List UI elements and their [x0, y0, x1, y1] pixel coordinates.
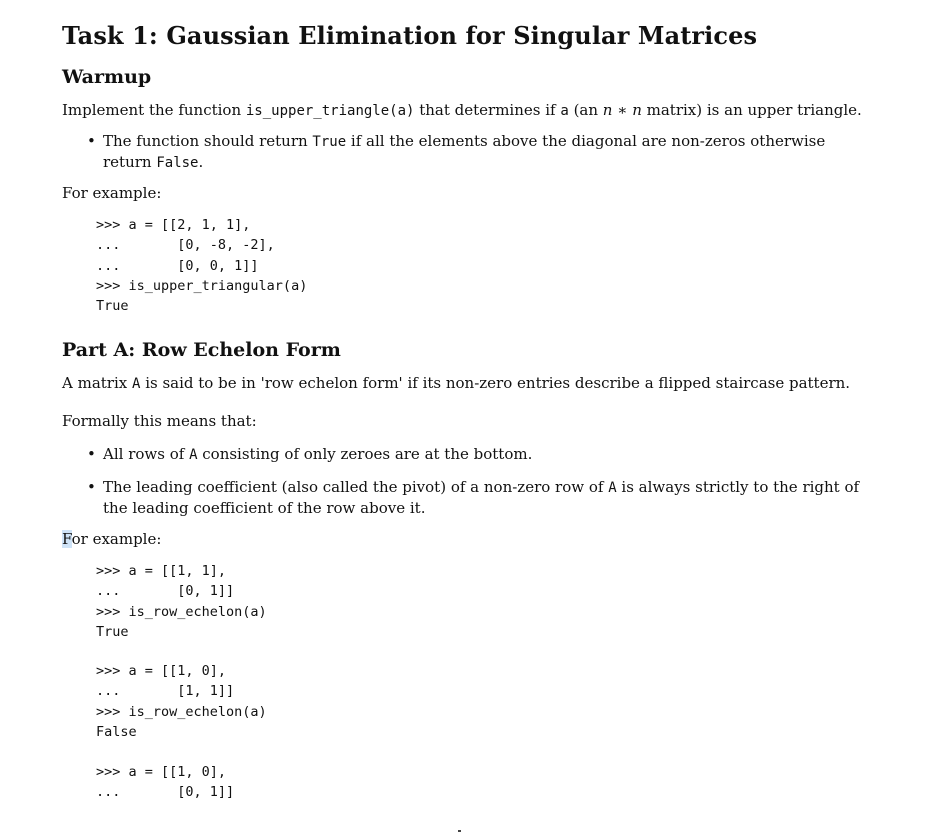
part-a-description: [62, 373, 872, 394]
bullet2-text-2: is always strictly to the right of the leading coefficient of the row above it.: [103, 478, 860, 517]
bullet2-text-1: The leading coefficient (also called the pivot) of a non-zero row of: [103, 478, 609, 496]
warmup-intro-text-4: matrix) is an upper triangle.: [641, 101, 862, 119]
part-a-example-label-rest: or example:: [71, 530, 162, 548]
warmup-bullet-text-3: .: [198, 153, 204, 171]
warmup-heading: Warmup: [62, 66, 152, 88]
warmup-bullet-text-1: The function should return: [103, 132, 313, 150]
function-name-code: is_upper_triangle(a): [245, 103, 415, 119]
row-echelon-code-example-2: >>> a = [[1, 0], ... [1, 1]] >>> is_row_echelon(a) False: [96, 663, 267, 740]
bullet-icon: •: [87, 478, 96, 496]
bullet-pivot: [62, 477, 872, 518]
bullet-zero-rows: [62, 444, 872, 465]
warmup-intro-text-2: that determines if: [414, 101, 561, 119]
matrix-A-code: A: [189, 447, 198, 463]
bullet-icon: •: [87, 132, 96, 150]
bullet-icon: •: [87, 445, 96, 463]
warmup-intro: [62, 100, 872, 121]
row-echelon-code-example-1: >>> a = [[1, 1], ... [0, 1]] >>> is_row_echelon(a) True: [96, 563, 267, 640]
matrix-A-code: A: [132, 376, 141, 392]
part-a-example-label: [62, 529, 872, 549]
matrix-size-math: n ∗ n: [602, 101, 642, 119]
warmup-example-label: For example:: [62, 184, 162, 202]
warmup-intro-text-3: (an: [568, 101, 603, 119]
true-keyword: True: [312, 134, 347, 150]
warmup-intro-text-1: Implement the function: [62, 101, 246, 119]
part-a-desc-text-1: A matrix: [62, 374, 132, 392]
warmup-code-example: >>> a = [[2, 1, 1], ... [0, -8, -2], ... [0, 0, 1]] >>> is_upper_triangular(a) True: [96, 217, 308, 315]
bullet1-text-1: All rows of: [103, 445, 190, 463]
task-title: Task 1: Gaussian Elimination for Singular Matrices: [62, 21, 758, 50]
part-a-heading: Part A: Row Echelon Form: [62, 339, 341, 361]
row-echelon-code-example-3: >>> a = [[1, 0], ... [0, 1]]: [96, 764, 235, 801]
variable-a-code: a: [560, 103, 569, 119]
bullet1-text-2: consisting of only zeroes are at the bottom.: [197, 445, 533, 463]
warmup-bullet-text-2: if all the elements above the diagonal are non-zeros otherwise return: [103, 132, 826, 171]
page-edge-mark: [458, 830, 461, 832]
text-selection-highlight: F: [62, 530, 72, 548]
matrix-A-code: A: [608, 480, 617, 496]
part-a-bullet-list: [62, 444, 872, 518]
false-keyword: False: [156, 155, 199, 171]
warmup-bullet: [62, 131, 872, 173]
warmup-bullet-list: [62, 131, 872, 173]
part-a-desc-text-2: is said to be in 'row echelon form' if its non-zero entries describe a flipped staircase pattern.: [140, 374, 851, 392]
formally-text: Formally this means that:: [62, 412, 257, 430]
